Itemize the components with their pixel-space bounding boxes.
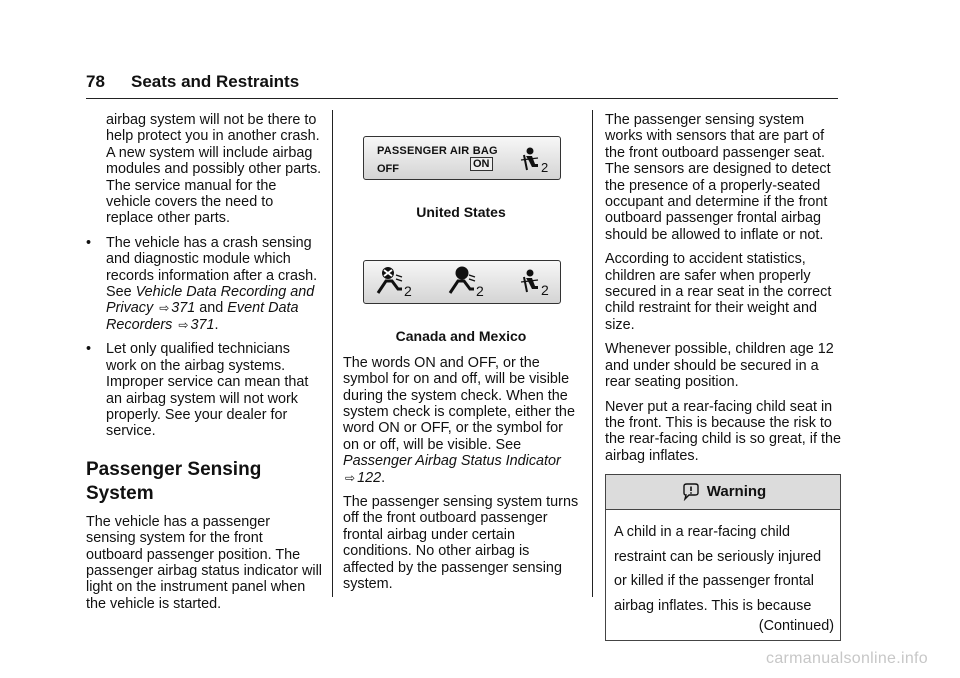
column-divider — [592, 110, 593, 597]
warning-icon — [680, 483, 702, 501]
indicator-off-label: OFF — [377, 163, 399, 175]
seat-number: 2 — [541, 160, 549, 175]
bullet-item — [86, 235, 322, 333]
paragraph: The passenger sensing system works with sensors that are part of the front outboard passenger seat. The sensors are designed to detect the presence of a properly-seated occupant and determine if the front outboard passenger frontal airbag should be allowed to inflate or not. — [605, 112, 831, 243]
page-arrow-icon: ⇨ — [159, 301, 170, 316]
paragraph: The passenger sensing system turns off the front outboard passenger frontal airbag under certain conditions. No other airbag is affected by the passenger sensing system. — [343, 494, 579, 593]
airbag-indicator-canada-mexico — [363, 260, 561, 304]
bullet-text: Let only qualified technicians work on the airbag systems. Improper service can mean that an airbag system will not work properly. See your dealer for service. — [106, 341, 309, 440]
page-arrow-icon: ⇨ — [178, 317, 189, 332]
section-heading: Passenger Sensing System — [86, 458, 262, 504]
seat-number: 2 — [541, 282, 549, 299]
page-arrow-icon: ⇨ — [345, 470, 356, 485]
image-caption: United States — [416, 204, 506, 220]
indicator-label: PASSENGER AIR BAG — [377, 145, 498, 157]
paragraph: Whenever possible, children age 12 and under should be secured in a rear seating position. — [605, 341, 834, 391]
warning-body — [606, 510, 840, 640]
cross-reference-link[interactable]: Vehicle Data Recording and Privacy — [106, 284, 315, 317]
cross-reference-link[interactable]: Event Data Recorders — [106, 300, 299, 333]
paragraph: According to accident statistics, children are safer when properly secured in a rear seat in the correct child restraint for their weight and size. — [605, 251, 832, 333]
bullet-text: The vehicle has a crash sensing and diagnostic module which records information after a crash. See — [106, 234, 318, 301]
section-title: Seats and Restraints — [131, 72, 300, 91]
paragraph: The vehicle has a passenger sensing system for the front outboard passenger position. The passenger airbag status indicator will light on the instrument panel when the vehicle is started. — [86, 513, 322, 612]
image-caption: Canada and Mexico — [395, 328, 527, 345]
bullet-item — [86, 341, 322, 439]
cross-reference-link[interactable]: Passenger Airbag Status Indicator — [343, 453, 561, 470]
paragraph — [343, 355, 579, 486]
paragraph-text: The words ON and OFF, or the symbol for on and off, will be visible during the system check. When the system check is complete, either the word ON or OFF, or the symbol for on or off, will be visible. See — [343, 354, 575, 453]
page-reference[interactable]: 371 — [190, 316, 215, 333]
warning-text: A child in a rear-facing child restraint can be seriously injured or killed if the passenger frontal airbag inflates. This is because — [614, 524, 822, 614]
passenger-airbag-off-icon — [376, 265, 420, 299]
bullet-text: and — [195, 300, 228, 317]
column-3 — [605, 112, 841, 641]
page-reference[interactable]: 371 — [171, 300, 196, 317]
page-header — [86, 68, 838, 99]
paragraph: airbag system will not be there to help protect you in another crash. A new system will include airbag modules and possibly other parts. The service manual for the vehicle covers the need to replace other parts. — [106, 112, 322, 227]
continued-label: (Continued) — [758, 618, 834, 635]
indicator-on-label: ON — [470, 157, 493, 171]
passenger-airbag-icon — [516, 145, 554, 175]
airbag-indicator-us — [363, 136, 561, 180]
bullet-text: . — [214, 316, 219, 333]
warning-title: Warning — [706, 482, 767, 500]
column-1 — [86, 112, 322, 620]
seat-number: 2 — [476, 283, 484, 300]
bullet-icon: • — [86, 234, 92, 251]
column-divider — [332, 110, 333, 597]
column-2 — [343, 136, 579, 601]
paragraph: Never put a rear-facing child seat in the front. This is because the risk to the rear-facing child is so great, if the airbag inflates. — [605, 398, 841, 464]
warning-box — [605, 474, 841, 641]
page-reference[interactable]: 122 — [357, 469, 382, 486]
warning-header — [606, 475, 840, 510]
seat-number: 2 — [404, 283, 412, 300]
paragraph-text: . — [381, 469, 386, 486]
bullet-icon: • — [86, 341, 92, 358]
passenger-airbag-on-icon — [448, 265, 492, 299]
page-number: 78 — [86, 72, 105, 91]
seatbelt-occupant-icon — [516, 267, 556, 299]
watermark: carmanualsonline.info — [766, 650, 928, 667]
